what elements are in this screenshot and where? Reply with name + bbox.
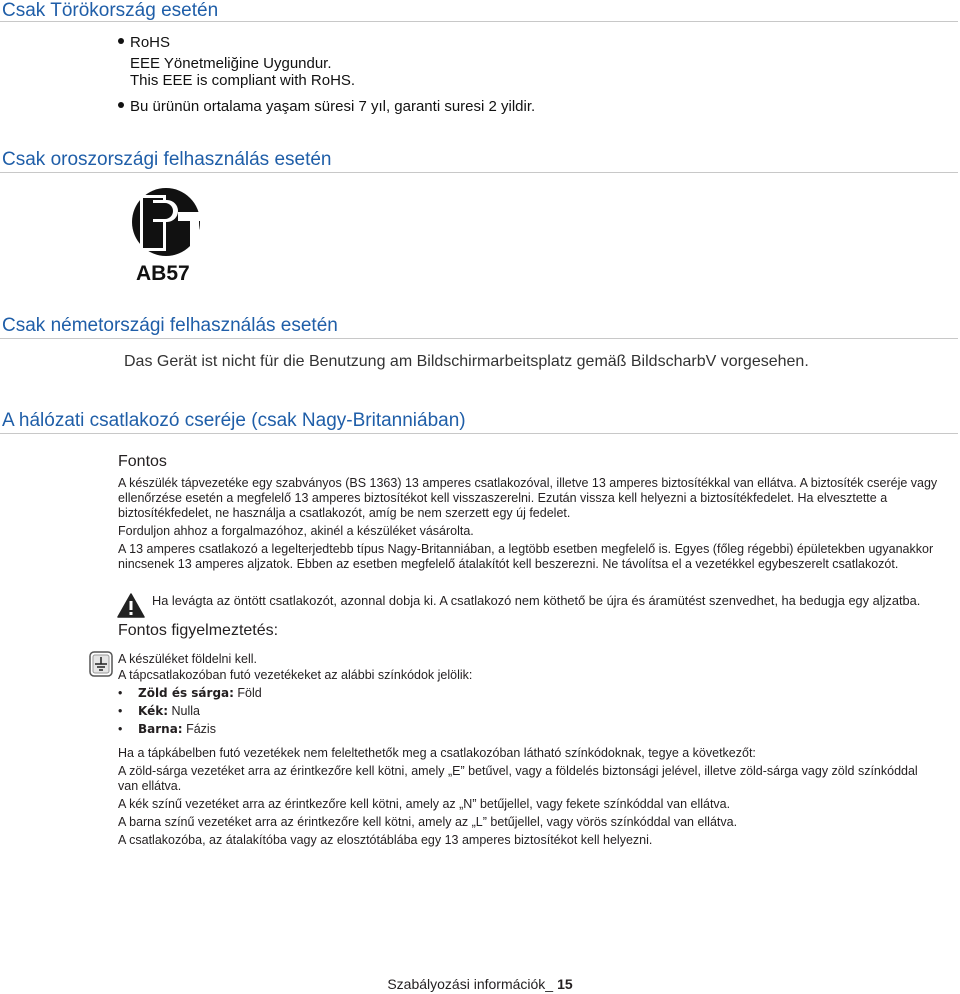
germany-title: Csak németországi felhasználás esetén	[2, 315, 338, 336]
divider	[0, 338, 958, 339]
instruction-2: A zöld-sárga vezetéket arra az érintkezőre kell kötni, amely „E” betűvel, vagy a földelés biztonsági jelével, illetve zöld-sárga vagy zöld színkóddal van ellátva.	[118, 764, 918, 793]
uk-title: A hálózati csatlakozó cseréje (csak Nagy-Britanniában)	[2, 410, 466, 431]
instruction-4: A barna színű vezetéket arra az érintkezőre kell kötni, amely az „L” betűjellel, vagy vörös színkóddal van ellátva.	[118, 815, 738, 829]
rohs-line-2: This EEE is compliant with RoHS.	[130, 72, 356, 89]
instruction-3: A kék színű vezetéket arra az érintkezőre kell kötni, amely az „N” betűjellel, vagy fekete színkóddal van ellátva.	[118, 797, 731, 811]
svg-text:AB57: AB57	[136, 262, 190, 285]
pct-certification-logo	[120, 186, 216, 286]
pct-logo-icon	[120, 186, 216, 286]
list-item: • Zöld és sárga: Föld	[118, 686, 262, 700]
divider	[0, 172, 958, 173]
warning-text: Ha levágta az öntött csatlakozót, azonnal dobja ki. A csatlakozó nem köthető be újra és áramütést szenvedhet, ha bedugja egy aljzatba.	[152, 593, 921, 608]
russia-title: Csak oroszországi felhasználás esetén	[2, 149, 332, 170]
warning-heading: Fontos figyelmeztetés:	[118, 622, 279, 639]
paragraph-1: A készülék tápvezetéke egy szabványos (BS 1363) 13 amperes csatlakozóval, illetve 13 amperes biztosítékkal van ellátva. A biztosíték cseréje vagy ellenőrzése esetén a megfelelő 13 amperes biztosítékot kell visszaszerelni. Ezután vissza kell helyezni a biztosítékfedelet. Ha elvesztette a biztosítékfedelet, ne használja a csatlakozót, amíg be nem szerzett egy új fedelet.	[118, 476, 938, 520]
paragraph-2: Forduljon ahhoz a forgalmazóhoz, akinél a készüléket vásárolta.	[118, 524, 474, 538]
list-item: • Kék: Nulla	[118, 704, 200, 718]
page-footer	[0, 976, 960, 992]
page-number: 15	[557, 976, 573, 992]
lifetime-text: Bu ürünün ortalama yaşam süresi 7 yıl, garanti suresi 2 yildir.	[118, 97, 535, 116]
earth-line: A készüléket földelni kell.	[118, 652, 257, 666]
turkey-section	[0, 0, 958, 22]
instruction-1: Ha a tápkábelben futó vezetékek nem feleltethetők meg a csatlakozóban látható színkódoknak, tegye a következőt:	[118, 746, 756, 760]
color-code-list	[118, 684, 262, 738]
important-heading: Fontos	[118, 453, 167, 470]
paragraph-3: A 13 amperes csatlakozó a legelterjedtebb típus Nagy-Britanniában, a legtöbb esetben megfelelő is. Egyes (főleg régebbi) épületekben ugyanakkor nincsenek 13 amperes aljzatok. Ebben az esetben megfelelő átalakítót kell beszerezni. Ne távolítsa el a vezetékkel egybeszerelt csatlakozót.	[118, 542, 934, 571]
rohs-line-1: EEE Yönetmeliğine Uygundur.	[130, 55, 332, 72]
bullet-icon	[118, 38, 124, 44]
color-intro: A tápcsatlakozóban futó vezetékeket az alábbi színkódok jelölik:	[118, 668, 473, 682]
bullet-icon	[118, 102, 124, 108]
uk-paragraphs	[118, 476, 958, 572]
rohs-label: RoHS	[118, 33, 170, 52]
list-item: • Barna: Fázis	[118, 722, 216, 736]
divider	[0, 21, 958, 22]
wiring-instructions	[118, 746, 918, 848]
instruction-5: A csatlakozóba, az átalakítóba vagy az elosztótáblába egy 13 amperes biztosítékot kell helyezni.	[118, 833, 653, 847]
turkey-title: Csak Törökország esetén	[2, 0, 219, 21]
germany-text: Das Gerät ist nicht für die Benutzung am Bildschirmarbeitsplatz gemäß BildscharbV vorgesehen.	[124, 353, 809, 370]
footer-label: Szabályozási információk_	[387, 976, 554, 992]
divider	[0, 433, 958, 434]
earth-ground-icon	[89, 651, 113, 682]
warning-icon	[117, 593, 145, 624]
